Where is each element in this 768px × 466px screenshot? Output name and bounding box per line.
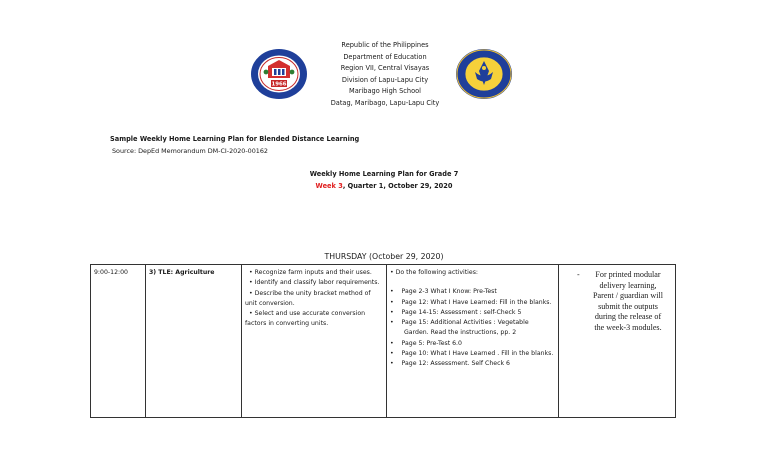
plan-source: Source: DepEd Memorandum DM-CI-2020-00162 bbox=[112, 147, 268, 155]
activity-text: Page 5: Pre-Test 6.0 bbox=[401, 339, 462, 347]
bullet-icon: • bbox=[390, 360, 394, 368]
activity-item bbox=[390, 339, 555, 349]
activity-text: Page 2-3 What I Know: Pre-Test bbox=[401, 288, 497, 296]
week-details: , Quarter 1, October 29, 2020 bbox=[342, 182, 453, 190]
activity-item bbox=[390, 359, 555, 369]
header-line-country: Republic of the Philippines bbox=[341, 41, 429, 49]
activity-item bbox=[390, 308, 555, 318]
delivery-mode-cell bbox=[559, 265, 676, 418]
bullet-icon: • bbox=[390, 339, 394, 347]
header-line-division: Division of Lapu-Lapu City bbox=[341, 75, 429, 84]
logo-year: 1966 bbox=[271, 81, 287, 88]
bullet-icon: • bbox=[390, 288, 394, 296]
activity-item bbox=[390, 349, 555, 359]
table-row bbox=[91, 265, 676, 418]
competency-item: • Identify and classify labor requirements. bbox=[249, 279, 380, 287]
activity-item bbox=[390, 287, 555, 297]
activity-text: Page 10: What I Have Learned . Fill in the blanks. bbox=[401, 350, 554, 358]
activity-text: Page 12: What I Have Learned: Fill in the blanks. bbox=[401, 298, 552, 306]
competency-item: • Describe the unity bracket method of unit conversion. bbox=[245, 289, 371, 307]
subject-cell: 3) TLE: Agriculture bbox=[146, 265, 242, 418]
plan-title: Sample Weekly Home Learning Plan for Blended Distance Learning bbox=[110, 135, 360, 143]
bullet-icon: • bbox=[390, 298, 394, 306]
bullet-icon: • bbox=[390, 319, 394, 327]
time-cell: 9:00-12:00 bbox=[91, 265, 146, 418]
week-line bbox=[284, 182, 484, 190]
delivery-mode-text: For printed modular delivery learning, Parent / guardian will submit the outputs during the release of the week-3 modules. bbox=[593, 270, 663, 332]
activity-item bbox=[390, 318, 555, 339]
bullet-icon: • bbox=[390, 308, 394, 316]
competency-item: • Recognize farm inputs and their uses. bbox=[249, 269, 372, 276]
header-line-school: Maribago High School bbox=[349, 87, 421, 95]
bullet-icon: • bbox=[390, 350, 394, 358]
activity-text: Page 14-15: Assessment : self-Check 5 bbox=[401, 308, 522, 316]
dash-marker: - bbox=[577, 270, 580, 279]
header-line-address: Datag, Maribago, Lapu-Lapu City bbox=[330, 98, 440, 107]
activity-text: Page 12: Assessment. Self Check 6 bbox=[401, 360, 510, 368]
week-number: Week 3 bbox=[315, 182, 343, 190]
day-title: THURSDAY (October 29, 2020) bbox=[324, 252, 444, 261]
division-seal-icon bbox=[455, 48, 513, 100]
header-block bbox=[300, 40, 470, 109]
header-line-region: Region VII, Central Visayas bbox=[340, 64, 430, 72]
competency-item: • Select and use accurate conversion factors in converting units. bbox=[245, 310, 366, 328]
weekly-title: Weekly Home Learning Plan for Grade 7 bbox=[309, 170, 459, 178]
activity-text: Page 15: Additional Activities : Vegetable Garden. Read the instructions, pp. 2 bbox=[401, 319, 529, 337]
learning-plan-table bbox=[90, 264, 676, 418]
competencies-cell bbox=[242, 265, 387, 418]
activities-cell bbox=[387, 265, 559, 418]
activities-intro: • Do the following activities: bbox=[390, 269, 479, 276]
delivery-mode bbox=[562, 268, 672, 334]
activity-item bbox=[390, 298, 555, 308]
header-line-department: Department of Education bbox=[343, 52, 427, 61]
